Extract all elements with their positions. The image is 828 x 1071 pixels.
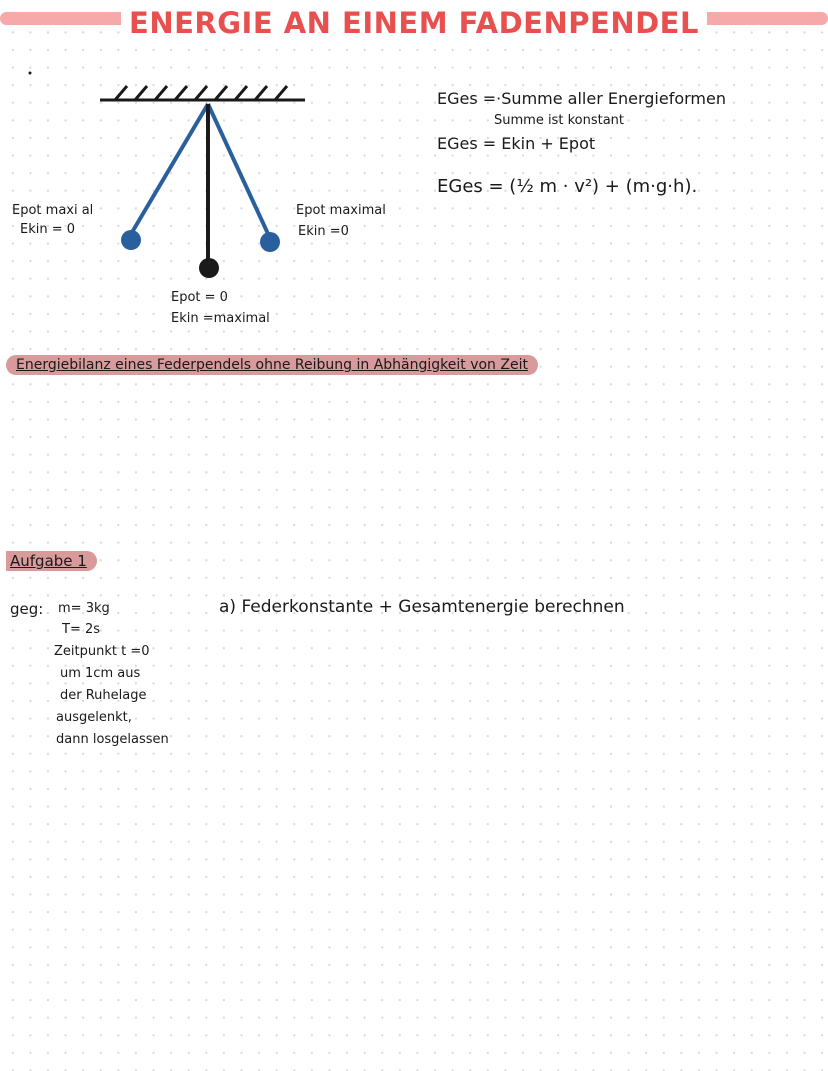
pendulum-string-right bbox=[208, 104, 269, 236]
ink-dot bbox=[29, 72, 32, 75]
left-label-ekin: Ekin = 0 bbox=[20, 222, 76, 237]
task-heading: Aufgabe 1 bbox=[6, 551, 97, 571]
right-label-ekin: Ekin =0 bbox=[298, 224, 349, 239]
bottom-label-epot: Epot = 0 bbox=[171, 290, 228, 305]
pendulum-string-left bbox=[131, 104, 208, 234]
pendulum-bob-left bbox=[121, 230, 141, 250]
given-period: T= 2s bbox=[62, 622, 101, 637]
given-mass: m= 3kg bbox=[58, 601, 110, 616]
pendulum-bob-right bbox=[260, 232, 280, 252]
bottom-label-ekin: Ekin =maximal bbox=[171, 311, 270, 326]
left-label-epot: Epot maxi al bbox=[12, 203, 94, 218]
given-line-7: dann losgelassen bbox=[56, 732, 169, 747]
formula-expanded: EGes = (½ m · v²) + (m·g·h). bbox=[437, 176, 698, 197]
given-time-point: Zeitpunkt t =0 bbox=[54, 644, 150, 659]
given-line-5: der Ruhelage bbox=[60, 688, 147, 703]
given-label: geg: bbox=[10, 600, 44, 618]
formula-constant-note: Summe ist konstant bbox=[494, 113, 624, 128]
formula-total-definition: EGes =·Summe aller Energieformen bbox=[437, 89, 726, 108]
pendulum-bob-center bbox=[199, 258, 219, 278]
section-heading: Energiebilanz eines Federpendels ohne Reibung in Abhängigkeit von Zeit bbox=[6, 355, 538, 375]
right-label-epot: Epot maximal bbox=[296, 203, 386, 218]
page-title: ENERGIE AN EINEM FADENPENDEL bbox=[0, 6, 828, 40]
given-line-4: um 1cm aus bbox=[60, 666, 141, 681]
ceiling-hatching bbox=[115, 86, 287, 100]
given-line-6: ausgelenkt, bbox=[56, 710, 132, 725]
task-part-a: a) Federkonstante + Gesamtenergie berechnen bbox=[219, 597, 625, 617]
formula-sum: EGes = Ekin + Epot bbox=[437, 134, 596, 153]
